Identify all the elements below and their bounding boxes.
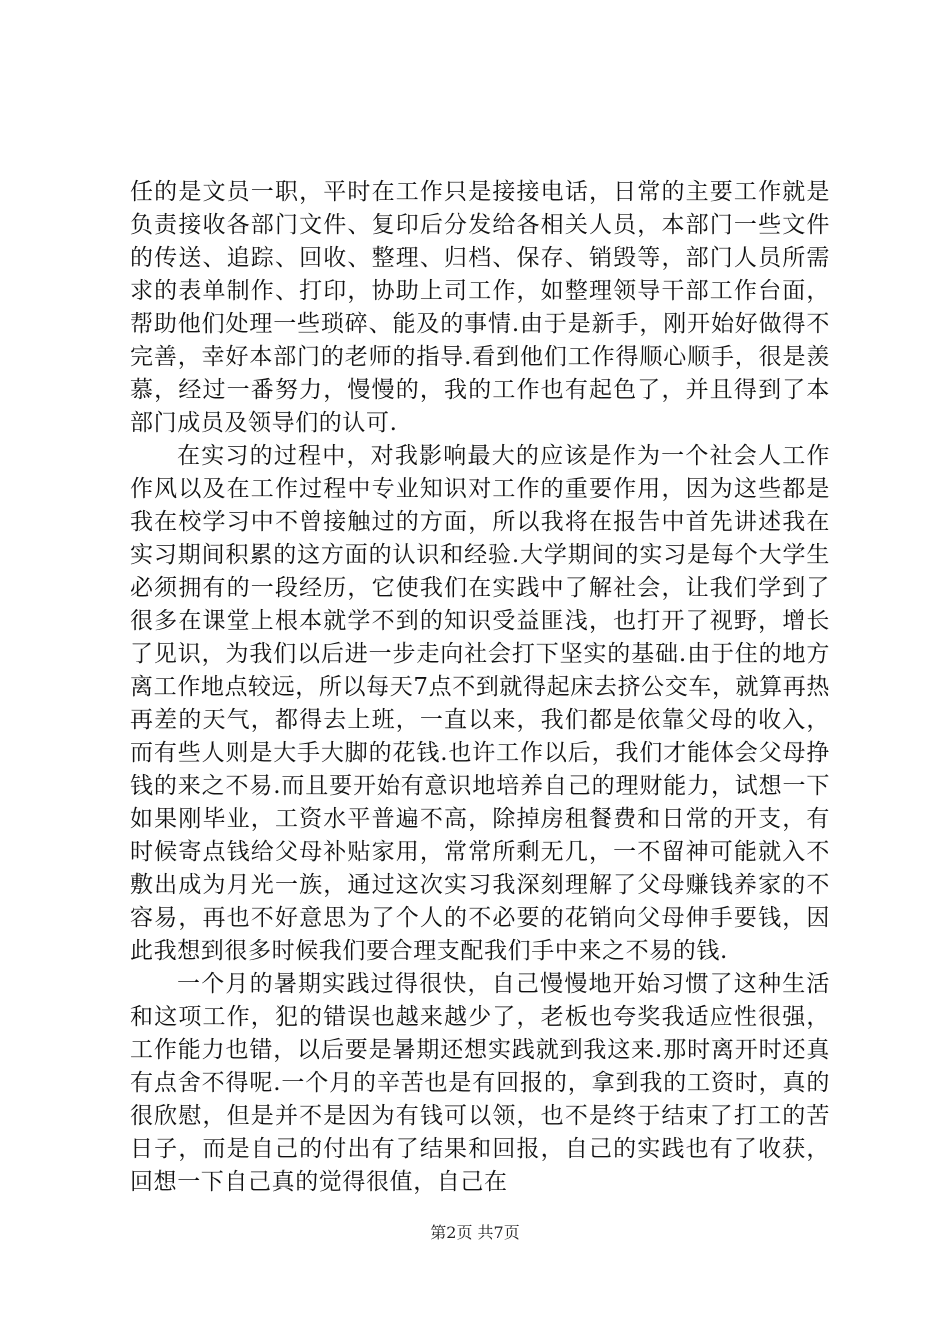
paragraph-3: 一个月的暑期实践过得很快，自己慢慢地开始习惯了这种生活和这项工作，犯的错误也越来越少了，老板也夸奖我适应性很强，工作能力也错，以后要是暑期还想实践就到我这来.那时离开时还真有点舍不得呢.一个月的辛苦也是有回报的，拿到我的工资时，真的很欣慰，但是并不是因为有钱可以领，也不是终于结束了打工的苦日子，而是自己的付出有了结果和回报，自己的实践也有了收获，回想一下自己真的觉得很值，自己在 [130,971,830,1195]
page-number-footer: 第2页 共7页 [430,1223,520,1242]
document-body [130,176,830,1199]
paragraph-1: 任的是文员一职，平时在工作只是接接电话，日常的主要工作就是负责接收各部门文件、复印后分发给各相关人员，本部门一些文件的传送、追踪、回收、整理、归档、保存、销毁等，部门人员所需求的表单制作、打印，协助上司工作，如整理领导干部工作台面，帮助他们处理一些琐碎、能及的事情.由于是新手，刚开始好做得不完善，幸好本部门的老师的指导.看到他们工作得顺心顺手，很是羡慕，经过一番努力，慢慢的，我的工作也有起色了，并且得到了本部门成员及领导们的认可. [130,179,830,436]
paragraph-2: 在实习的过程中，对我影响最大的应该是作为一个社会人工作作风以及在工作过程中专业知识对工作的重要作用，因为这些都是我在校学习中不曾接触过的方面，所以我将在报告中首先讲述我在实习期间积累的这方面的认识和经验.大学期间的实习是每个大学生必须拥有的一段经历，它使我们在实践中了解社会，让我们学到了很多在课堂上根本就学不到的知识受益匪浅，也打开了视野，增长了见识，为我们以后进一步走向社会打下坚实的基础.由于住的地方离工作地点较远，所以每天7点不到就得起床去挤公交车，就算再热再差的天气，都得去上班，一直以来，我们都是依靠父母的收入，而有些人则是大手大脚的花钱.也许工作以后，我们才能体会父母挣钱的来之不易.而且要开始有意识地培养自己的理财能力，试想一下如果刚毕业，工资水平普遍不高，除掉房租餐费和日常的开支，有时候寄点钱给父母补贴家用，常常所剩无几，一不留神可能就入不敷出成为月光一族，通过这次实习我深刻理解了父母赚钱养家的不容易，再也不好意思为了个人的不必要的花销向父母伸手要钱，因此我想到很多时候我们要合理支配我们手中来之不易的钱. [130,443,830,964]
